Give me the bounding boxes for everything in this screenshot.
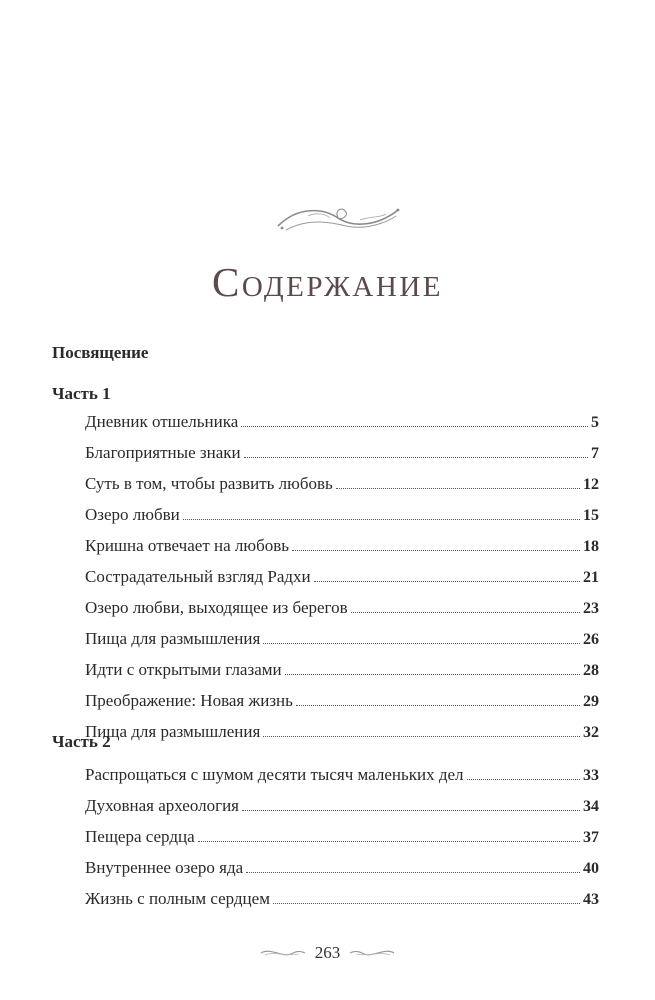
toc-entry-page: 34 (583, 798, 599, 815)
toc-entry[interactable] (85, 885, 599, 909)
toc-entry-title: Благоприятные знаки (85, 443, 241, 462)
toc-entry-title: Внутреннее озеро яда (85, 858, 244, 877)
toc-entry[interactable] (85, 792, 599, 816)
toc-entry[interactable] (85, 854, 599, 878)
toc-entry-page: 33 (583, 767, 599, 784)
toc-dot-leader (244, 456, 588, 458)
toc-dot-leader (296, 704, 580, 706)
toc-entry-page: 12 (583, 476, 599, 493)
section-heading-part-2[interactable]: Часть 2 (52, 732, 111, 751)
toc-dot-leader (314, 580, 580, 582)
toc-entry[interactable] (85, 470, 599, 494)
toc-entry[interactable] (85, 563, 599, 587)
toc-entry-page: 18 (583, 538, 599, 555)
toc-dot-leader (292, 549, 580, 551)
toc-entry-title: Распрощаться с шумом десяти тысяч маленьких дел (85, 765, 464, 784)
toc-entry[interactable] (85, 501, 599, 525)
section-heading-dedication[interactable]: Посвящение (52, 343, 149, 362)
toc-entry-title: Духовная археология (85, 796, 240, 815)
toc-entry-title: Дневник отшельника (85, 412, 239, 431)
scroll-ornament-icon (348, 947, 396, 959)
toc-dot-leader (241, 425, 588, 427)
toc-dot-leader (263, 642, 580, 644)
toc-entry-page: 23 (583, 600, 599, 617)
toc-entry[interactable] (85, 687, 599, 711)
toc-entry-title: Преображение: Новая жизнь (85, 691, 293, 710)
toc-dot-leader (246, 871, 580, 873)
toc-entry-page: 29 (583, 693, 599, 710)
toc-entry[interactable] (85, 532, 599, 556)
toc-entry-page: 43 (583, 891, 599, 908)
toc-entry-title: Пещера сердца (85, 827, 195, 846)
toc-entry-title: Озеро любви (85, 505, 180, 524)
toc-entry-title: Пища для размышления (85, 629, 261, 648)
toc-entry[interactable] (85, 439, 599, 463)
toc-entry-page: 28 (583, 662, 599, 679)
toc-dot-leader (183, 518, 580, 520)
toc-entry-title: Сострадательный взгляд Радхи (85, 567, 311, 586)
section-heading-part-1[interactable]: Часть 1 (52, 384, 111, 403)
flourish-ornament-icon (268, 196, 408, 240)
toc-entry[interactable] (85, 718, 599, 742)
toc-entry-page: 21 (583, 569, 599, 586)
toc-entry[interactable] (85, 823, 599, 847)
toc-entry-title: Идти с открытыми глазами (85, 660, 282, 679)
page-number: 263 (314, 943, 341, 962)
toc-entry-page: 26 (583, 631, 599, 648)
toc-entry[interactable] (85, 625, 599, 649)
toc-entry[interactable] (85, 656, 599, 680)
toc-entry[interactable] (85, 408, 599, 432)
toc-entry-title: Озеро любви, выходящее из берегов (85, 598, 348, 617)
toc-entry-page: 37 (583, 829, 599, 846)
toc-entry-page: 32 (583, 724, 599, 741)
toc-dot-leader (242, 809, 580, 811)
toc-dot-leader (351, 611, 580, 613)
toc-dot-leader (336, 487, 580, 489)
toc-entry-page: 5 (591, 414, 599, 431)
scroll-ornament-icon (259, 947, 307, 959)
toc-dot-leader (467, 778, 580, 780)
toc-entry-title: Кришна отвечает на любовь (85, 536, 289, 555)
toc-entry-title: Пища для размышления (85, 722, 261, 741)
toc-dot-leader (263, 735, 580, 737)
toc-dot-leader (198, 840, 580, 842)
toc-entry-page: 7 (591, 445, 599, 462)
toc-entry-page: 15 (583, 507, 599, 524)
toc-entry[interactable] (85, 761, 599, 785)
toc-dot-leader (285, 673, 580, 675)
toc-entry-title: Суть в том, чтобы развить любовь (85, 474, 333, 493)
page-title: Содержание (212, 259, 443, 305)
toc-entry[interactable] (85, 594, 599, 618)
toc-entry-page: 40 (583, 860, 599, 877)
toc-dot-leader (273, 902, 580, 904)
page-footer (0, 940, 655, 966)
toc-entry-title: Жизнь с полным сердцем (85, 889, 270, 908)
